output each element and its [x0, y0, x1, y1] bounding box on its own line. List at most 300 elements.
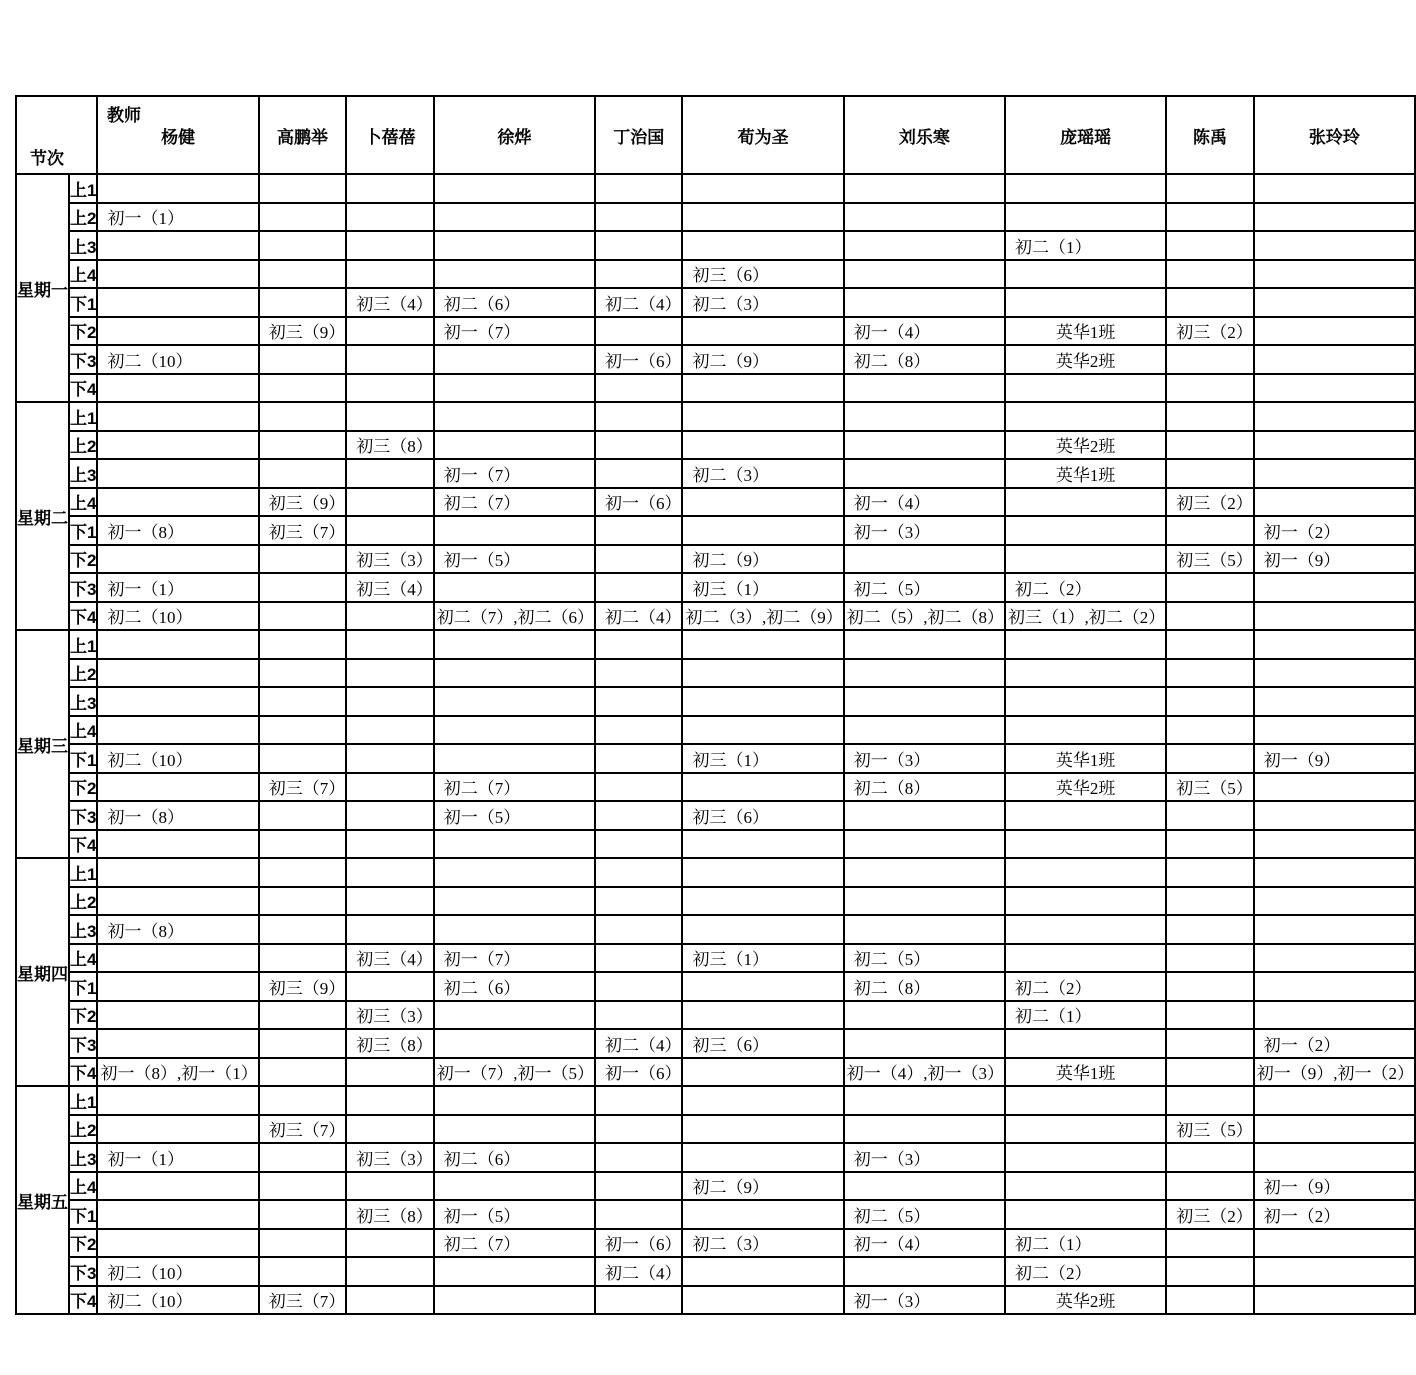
- class-assignment: 初三（4）: [356, 294, 433, 314]
- schedule-cell: [1166, 858, 1254, 887]
- schedule-cell: [259, 317, 347, 346]
- schedule-cell: [682, 1115, 843, 1144]
- period-row: [16, 744, 1415, 773]
- schedule-cell: [682, 374, 843, 403]
- period-label: 下3: [69, 573, 97, 602]
- schedule-cell: [1254, 402, 1415, 431]
- schedule-cell: [259, 602, 347, 631]
- schedule-cell: [97, 659, 258, 688]
- schedule-cell: [1166, 915, 1254, 944]
- schedule-cell: [1254, 630, 1415, 659]
- schedule-cell: [595, 545, 683, 574]
- schedule-cell: [434, 288, 595, 317]
- schedule-cell: [1166, 374, 1254, 403]
- schedule-cell: [595, 972, 683, 1001]
- schedule-cell: [1005, 687, 1166, 716]
- schedule-cell: [1254, 602, 1415, 631]
- schedule-cell: [844, 1229, 1005, 1258]
- period-row: [16, 1029, 1415, 1058]
- schedule-cell: [595, 1058, 683, 1087]
- schedule-cell: [1166, 801, 1254, 830]
- class-assignment: 初一（9）: [1263, 551, 1341, 571]
- period-label: 上1: [69, 858, 97, 887]
- schedule-cell: [844, 260, 1005, 289]
- schedule-cell: [434, 687, 595, 716]
- day-label: 星期五: [16, 1086, 69, 1314]
- class-assignment: 初一（7）: [443, 465, 521, 485]
- schedule-cell: [1005, 744, 1166, 773]
- period-row: [16, 830, 1415, 859]
- schedule-cell: [595, 174, 683, 203]
- schedule-cell: [1005, 858, 1166, 887]
- schedule-cell: [346, 516, 434, 545]
- schedule-cell: [97, 573, 258, 602]
- schedule-cell: [682, 944, 843, 973]
- class-assignment: 初一（7）: [443, 950, 521, 970]
- schedule-cell: [97, 174, 258, 203]
- schedule-cell: [595, 231, 683, 260]
- schedule-cell: [1166, 488, 1254, 517]
- period-row: [16, 203, 1415, 232]
- schedule-cell: [1166, 231, 1254, 260]
- class-assignment: 初二（10）: [107, 1263, 193, 1283]
- schedule-cell: [346, 288, 434, 317]
- schedule-cell: [434, 830, 595, 859]
- class-assignment: 初三（1）,初二（2）: [1007, 608, 1166, 628]
- schedule-cell: [1254, 1001, 1415, 1030]
- period-label: 上1: [69, 402, 97, 431]
- schedule-cell: [97, 345, 258, 374]
- schedule-cell: [595, 203, 683, 232]
- period-row: [16, 1115, 1415, 1144]
- schedule-cell: [97, 1029, 258, 1058]
- schedule-cell: [97, 1058, 258, 1087]
- class-assignment: 初二（1）: [1014, 237, 1092, 257]
- timetable: [15, 95, 1416, 1315]
- schedule-cell: [1005, 1086, 1166, 1115]
- schedule-cell: [97, 1086, 258, 1115]
- class-assignment: 初二（6）: [443, 1149, 521, 1169]
- schedule-cell: [259, 716, 347, 745]
- period-row: [16, 1001, 1415, 1030]
- period-row: [16, 459, 1415, 488]
- class-assignment: 初三（1）: [692, 750, 769, 770]
- schedule-cell: [844, 972, 1005, 1001]
- period-row: [16, 915, 1415, 944]
- schedule-cell: [844, 1086, 1005, 1115]
- schedule-cell: [1254, 231, 1415, 260]
- class-assignment: 初一（6）: [604, 351, 682, 371]
- schedule-cell: [97, 1200, 258, 1229]
- schedule-cell: [1005, 317, 1166, 346]
- period-row: [16, 288, 1415, 317]
- period-row: [16, 345, 1415, 374]
- schedule-cell: [595, 317, 683, 346]
- schedule-cell: [259, 488, 347, 517]
- schedule-cell: [97, 1229, 258, 1258]
- schedule-cell: [1005, 516, 1166, 545]
- schedule-cell: [682, 174, 843, 203]
- class-assignment: 英华1班: [1055, 1064, 1116, 1084]
- schedule-cell: [434, 659, 595, 688]
- schedule-cell: [259, 630, 347, 659]
- schedule-cell: [1166, 573, 1254, 602]
- schedule-cell: [595, 1229, 683, 1258]
- schedule-cell: [595, 944, 683, 973]
- class-assignment: 初一（1）: [107, 1149, 184, 1169]
- teacher-header: 卜蓓蓓: [346, 96, 434, 174]
- class-assignment: 初二（3）,初二（9）: [685, 608, 843, 628]
- schedule-cell: [844, 1058, 1005, 1087]
- period-label: 下4: [69, 602, 97, 631]
- class-assignment: 初二（7）: [443, 1235, 521, 1255]
- class-assignment: 英华2班: [1055, 437, 1116, 457]
- schedule-cell: [434, 317, 595, 346]
- schedule-cell: [434, 944, 595, 973]
- period-row: [16, 972, 1415, 1001]
- schedule-cell: [346, 1172, 434, 1201]
- teacher-header: 高鹏举: [259, 96, 347, 174]
- schedule-cell: [346, 773, 434, 802]
- schedule-cell: [682, 972, 843, 1001]
- class-assignment: 初一（5）: [443, 551, 521, 571]
- schedule-cell: [97, 1115, 258, 1144]
- class-assignment: 初二（2）: [1014, 1263, 1092, 1283]
- schedule-cell: [346, 887, 434, 916]
- schedule-cell: [1166, 602, 1254, 631]
- schedule-cell: [595, 1286, 683, 1315]
- class-assignment: 初三（4）: [356, 950, 433, 970]
- class-assignment: 英华1班: [1055, 465, 1116, 485]
- period-label: 上2: [69, 1115, 97, 1144]
- schedule-cell: [1254, 1058, 1415, 1087]
- period-label: 上4: [69, 716, 97, 745]
- schedule-cell: [259, 1001, 347, 1030]
- schedule-cell: [1166, 630, 1254, 659]
- schedule-cell: [1005, 374, 1166, 403]
- schedule-cell: [1254, 459, 1415, 488]
- schedule-cell: [346, 1115, 434, 1144]
- schedule-cell: [595, 1086, 683, 1115]
- schedule-cell: [259, 1143, 347, 1172]
- schedule-cell: [595, 1143, 683, 1172]
- schedule-cell: [346, 203, 434, 232]
- schedule-cell: [1254, 1200, 1415, 1229]
- schedule-cell: [1166, 773, 1254, 802]
- schedule-cell: [844, 1029, 1005, 1058]
- class-assignment: 初一（4）: [853, 1235, 931, 1255]
- schedule-cell: [346, 687, 434, 716]
- schedule-cell: [1254, 887, 1415, 916]
- schedule-cell: [259, 1229, 347, 1258]
- schedule-cell: [259, 203, 347, 232]
- teacher-header: 张玲玲: [1254, 96, 1415, 174]
- schedule-cell: [97, 317, 258, 346]
- schedule-cell: [97, 687, 258, 716]
- class-assignment: 初二（10）: [107, 1292, 193, 1312]
- class-assignment: 初一（7）: [443, 323, 521, 343]
- class-assignment: 初一（4）,初一（3）: [846, 1064, 1004, 1084]
- schedule-cell: [434, 744, 595, 773]
- period-row: [16, 488, 1415, 517]
- class-assignment: 初一（3）: [853, 1149, 931, 1169]
- schedule-cell: [682, 288, 843, 317]
- schedule-cell: [346, 1257, 434, 1286]
- class-assignment: 初一（2）: [1263, 522, 1341, 542]
- schedule-cell: [346, 830, 434, 859]
- period-row: [16, 659, 1415, 688]
- schedule-cell: [259, 858, 347, 887]
- schedule-cell: [259, 687, 347, 716]
- schedule-cell: [844, 830, 1005, 859]
- class-assignment: 初二（7）,初二（6）: [436, 608, 594, 628]
- period-label: 下4: [69, 374, 97, 403]
- class-assignment: 初一（3）: [853, 1292, 931, 1312]
- schedule-cell: [434, 1257, 595, 1286]
- schedule-cell: [682, 858, 843, 887]
- schedule-cell: [434, 1029, 595, 1058]
- schedule-cell: [682, 402, 843, 431]
- class-assignment: 初二（10）: [107, 351, 193, 371]
- schedule-cell: [434, 545, 595, 574]
- schedule-cell: [682, 1143, 843, 1172]
- header-row: [16, 96, 1415, 174]
- class-assignment: 初三（8）: [356, 1035, 433, 1055]
- schedule-cell: [1166, 1229, 1254, 1258]
- schedule-cell: [595, 402, 683, 431]
- period-row: [16, 944, 1415, 973]
- period-label: 上1: [69, 1086, 97, 1115]
- schedule-cell: [259, 288, 347, 317]
- class-assignment: 初二（2）: [1014, 579, 1092, 599]
- schedule-cell: [1254, 972, 1415, 1001]
- schedule-cell: [844, 1257, 1005, 1286]
- schedule-cell: [1254, 1086, 1415, 1115]
- schedule-cell: [434, 488, 595, 517]
- schedule-cell: [1166, 1086, 1254, 1115]
- schedule-cell: [259, 374, 347, 403]
- schedule-cell: [595, 1200, 683, 1229]
- schedule-cell: [1254, 858, 1415, 887]
- schedule-cell: [346, 744, 434, 773]
- schedule-cell: [259, 545, 347, 574]
- schedule-cell: [1166, 260, 1254, 289]
- schedule-cell: [844, 1115, 1005, 1144]
- period-label: 上2: [69, 659, 97, 688]
- schedule-cell: [844, 687, 1005, 716]
- period-row: [16, 174, 1415, 203]
- schedule-cell: [1166, 1257, 1254, 1286]
- schedule-cell: [1166, 431, 1254, 460]
- schedule-cell: [682, 602, 843, 631]
- schedule-cell: [346, 858, 434, 887]
- schedule-cell: [97, 431, 258, 460]
- class-assignment: 初三（9）: [268, 323, 346, 343]
- schedule-cell: [259, 260, 347, 289]
- schedule-cell: [595, 602, 683, 631]
- schedule-cell: [346, 1143, 434, 1172]
- class-assignment: 初一（8）,初一（1）: [100, 1064, 258, 1084]
- class-assignment: 初三（1）: [692, 950, 769, 970]
- schedule-cell: [844, 573, 1005, 602]
- period-row: [16, 431, 1415, 460]
- schedule-cell: [97, 830, 258, 859]
- class-assignment: 初一（4）: [853, 494, 931, 514]
- class-assignment: 英华1班: [1055, 323, 1116, 343]
- schedule-cell: [1254, 488, 1415, 517]
- schedule-cell: [682, 1229, 843, 1258]
- teacher-header: 杨健: [97, 96, 258, 174]
- schedule-cell: [844, 231, 1005, 260]
- schedule-cell: [844, 944, 1005, 973]
- schedule-cell: [1254, 317, 1415, 346]
- schedule-cell: [259, 402, 347, 431]
- class-assignment: 英华2班: [1055, 779, 1116, 799]
- period-label: 上1: [69, 174, 97, 203]
- schedule-cell: [1005, 1001, 1166, 1030]
- schedule-cell: [1254, 801, 1415, 830]
- class-assignment: 初三（3）: [356, 1007, 433, 1027]
- class-assignment: 初三（4）: [356, 579, 433, 599]
- schedule-cell: [346, 915, 434, 944]
- schedule-cell: [1166, 1029, 1254, 1058]
- schedule-cell: [346, 630, 434, 659]
- schedule-cell: [259, 801, 347, 830]
- schedule-cell: [259, 659, 347, 688]
- schedule-cell: [682, 1200, 843, 1229]
- schedule-cell: [434, 1286, 595, 1315]
- schedule-cell: [1005, 174, 1166, 203]
- schedule-cell: [844, 288, 1005, 317]
- schedule-cell: [346, 972, 434, 1001]
- class-assignment: 初二（8）: [853, 351, 931, 371]
- schedule-cell: [346, 573, 434, 602]
- period-label: 下2: [69, 773, 97, 802]
- schedule-cell: [1254, 687, 1415, 716]
- period-label: 下1: [69, 1200, 97, 1229]
- schedule-cell: [682, 687, 843, 716]
- schedule-cell: [1166, 203, 1254, 232]
- schedule-cell: [682, 716, 843, 745]
- teacher-header: 刘乐寒: [844, 96, 1005, 174]
- schedule-cell: [1254, 345, 1415, 374]
- period-row: [16, 231, 1415, 260]
- schedule-cell: [97, 773, 258, 802]
- schedule-cell: [595, 773, 683, 802]
- schedule-cell: [259, 915, 347, 944]
- schedule-cell: [595, 687, 683, 716]
- period-label: 下3: [69, 1029, 97, 1058]
- schedule-cell: [97, 1143, 258, 1172]
- schedule-cell: [595, 516, 683, 545]
- class-assignment: 初一（6）: [604, 1064, 682, 1084]
- schedule-cell: [682, 887, 843, 916]
- schedule-cell: [259, 573, 347, 602]
- schedule-cell: [434, 1143, 595, 1172]
- schedule-cell: [595, 1257, 683, 1286]
- schedule-cell: [1005, 1172, 1166, 1201]
- schedule-cell: [259, 830, 347, 859]
- schedule-cell: [259, 1257, 347, 1286]
- period-row: [16, 887, 1415, 916]
- schedule-cell: [97, 488, 258, 517]
- schedule-cell: [1166, 659, 1254, 688]
- schedule-cell: [1254, 516, 1415, 545]
- schedule-cell: [844, 602, 1005, 631]
- period-label: 下4: [69, 1058, 97, 1087]
- class-assignment: 初二（1）: [1014, 1007, 1092, 1027]
- period-label: 上4: [69, 944, 97, 973]
- schedule-cell: [1005, 1257, 1166, 1286]
- class-assignment: 初一（8）: [107, 921, 184, 941]
- class-assignment: 初二（10）: [107, 750, 193, 770]
- schedule-cell: [434, 203, 595, 232]
- period-label: 上4: [69, 260, 97, 289]
- schedule-cell: [682, 231, 843, 260]
- schedule-cell: [1254, 374, 1415, 403]
- period-row: [16, 858, 1415, 887]
- schedule-cell: [1166, 317, 1254, 346]
- schedule-cell: [434, 773, 595, 802]
- class-assignment: 初三（3）: [356, 551, 433, 571]
- period-label: 下2: [69, 1001, 97, 1030]
- schedule-cell: [682, 773, 843, 802]
- schedule-cell: [1005, 972, 1166, 1001]
- schedule-cell: [259, 345, 347, 374]
- period-row: [16, 1286, 1415, 1315]
- schedule-cell: [1254, 944, 1415, 973]
- schedule-cell: [595, 1029, 683, 1058]
- period-label: 下3: [69, 1257, 97, 1286]
- schedule-cell: [682, 1172, 843, 1201]
- schedule-cell: [434, 431, 595, 460]
- schedule-cell: [434, 174, 595, 203]
- class-assignment: 初一（5）: [443, 807, 521, 827]
- schedule-cell: [434, 1086, 595, 1115]
- class-assignment: 初一（7）,初一（5）: [436, 1064, 594, 1084]
- schedule-cell: [595, 459, 683, 488]
- class-assignment: 初三（7）: [268, 1292, 346, 1312]
- schedule-cell: [346, 431, 434, 460]
- schedule-cell: [97, 402, 258, 431]
- schedule-cell: [346, 488, 434, 517]
- schedule-cell: [1005, 1286, 1166, 1315]
- schedule-cell: [1166, 1115, 1254, 1144]
- schedule-cell: [595, 288, 683, 317]
- schedule-cell: [346, 1058, 434, 1087]
- teacher-header: 庞瑶瑶: [1005, 96, 1166, 174]
- schedule-cell: [259, 887, 347, 916]
- schedule-cell: [844, 915, 1005, 944]
- schedule-cell: [844, 516, 1005, 545]
- class-assignment: 初三（7）: [268, 1121, 346, 1141]
- schedule-cell: [1005, 630, 1166, 659]
- period-row: [16, 801, 1415, 830]
- class-assignment: 初三（5）: [1176, 1121, 1253, 1141]
- class-assignment: 初二（3）: [692, 294, 769, 314]
- schedule-cell: [434, 402, 595, 431]
- schedule-cell: [1005, 203, 1166, 232]
- class-assignment: 初二（9）: [692, 351, 769, 371]
- class-assignment: 初二（5）,初二（8）: [846, 608, 1004, 628]
- schedule-cell: [844, 744, 1005, 773]
- schedule-cell: [346, 1029, 434, 1058]
- period-axis-label: 节次: [30, 149, 64, 168]
- schedule-cell: [595, 858, 683, 887]
- schedule-cell: [434, 887, 595, 916]
- period-label: 上3: [69, 231, 97, 260]
- schedule-cell: [97, 602, 258, 631]
